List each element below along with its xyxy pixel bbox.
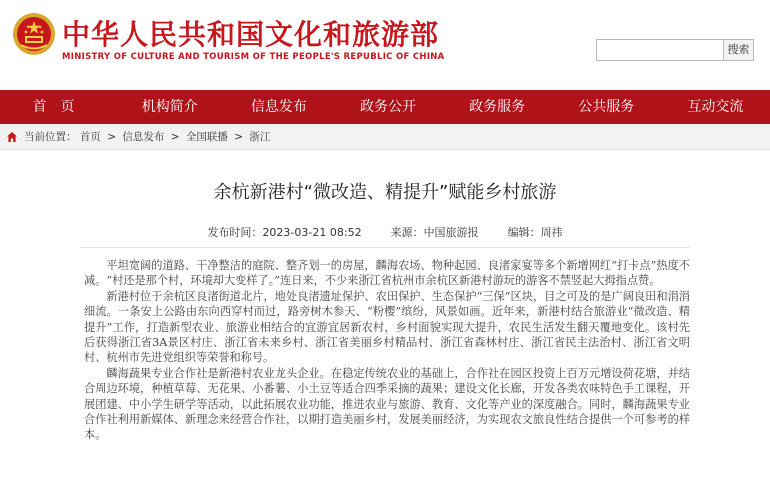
nav-item-about[interactable]: 机构简介 xyxy=(141,99,198,115)
editor: 周祎 xyxy=(540,226,563,239)
article-paragraph: 新港村位于余杭区良渚街道北片，地处良渚遗址保护、农田保护、生态保护“三保”区块，目之可及的是广阔良田和涓涓细流。一条安上公路由东向西穿村而过，路旁树木参天、“粉樱”缤纷，风景如画。近年来，新港村结合旅游业“微改造、精提升”工作，打造新型农业、旅游业相结合的宜游宜居新农村，乡村面貌实现大提升，农民生活发生翻天覆地变化。该村先后获得浙江省3A景区村庄、浙江省未来乡村、浙江省美丽乡村精品村、浙江省森林村庄、浙江省民主法治村、浙江省文明村、杭州市先进党组织等荣誉和称号。 xyxy=(84,289,690,365)
breadcrumb-item-zhejiang[interactable]: 浙江 xyxy=(249,131,271,143)
site-title[interactable]: 中华人民共和国文化和旅游部 xyxy=(62,18,440,51)
home-icon xyxy=(6,131,18,143)
editor-label: 编辑： xyxy=(507,226,541,239)
search-input[interactable] xyxy=(596,39,724,61)
breadcrumb-item-news[interactable]: 信息发布 xyxy=(122,131,165,143)
source-label: 来源： xyxy=(390,226,424,239)
article-title: 余杭新港村“微改造、精提升”赋能乡村旅游 xyxy=(213,182,557,203)
article-paragraph: 麟海蔬果专业合作社是新港村农业龙头企业。在稳定传统农业的基础上，合作社在园区投资上百万元增设荷花塘，并结合周边环境，种植草莓、无花果、小番薯、小土豆等适合四季采摘的蔬果；建设文化长廊，开发各类农味特色手工课程，开展团建、中小学生研学等活动，以此拓展农业功能，推进农业与旅游、教育、文化等产业的深度融合。同时，麟海蔬果专业合作社利用新媒体、新理念来经营合作社，以期打造美丽乡村，发展美丽经济，为实现农文旅良性结合提供一个可参考的样本。 xyxy=(84,366,690,442)
breadcrumb-separator: > xyxy=(234,131,243,143)
breadcrumb-item-home[interactable]: 首页 xyxy=(79,131,101,143)
publish-time: 2023-03-21 08:52 xyxy=(262,226,362,239)
breadcrumb-separator: > xyxy=(170,131,180,143)
article-paragraph: 平坦宽阔的道路、干净整洁的庭院、整齐划一的房屋，麟海农场、物种起园、良渚家宴等多个新增网红“打卡点”热度不减。“村还是那个村，环境却大变样了。”连日来，不少来浙江省杭州市余杭区新港村游玩的游客不禁竖起大拇指点赞。 xyxy=(84,259,690,288)
article-body xyxy=(84,258,690,443)
nav-item-government-affairs[interactable]: 政务公开 xyxy=(359,99,416,115)
publish-time-label: 发布时间： xyxy=(207,226,263,239)
breadcrumb-trail xyxy=(24,124,270,150)
site-header xyxy=(0,0,770,90)
main-nav xyxy=(0,90,770,124)
breadcrumb xyxy=(0,124,770,150)
source: 中国旅游报 xyxy=(423,226,479,239)
nav-item-public-services[interactable]: 公共服务 xyxy=(578,99,635,115)
nav-item-home[interactable]: 首页 xyxy=(32,99,89,115)
article-meta xyxy=(0,224,770,240)
breadcrumb-separator: > xyxy=(107,131,116,143)
nav-item-news[interactable]: 信息发布 xyxy=(250,99,307,115)
divider xyxy=(80,247,690,248)
national-emblem-icon[interactable] xyxy=(12,12,56,56)
breadcrumb-prefix: 当前位置： xyxy=(24,131,77,143)
nav-item-government-services[interactable]: 政务服务 xyxy=(469,99,526,115)
nav-item-interaction[interactable]: 互动交流 xyxy=(687,99,744,115)
search-button[interactable]: 搜索 xyxy=(724,39,754,61)
breadcrumb-item-national[interactable]: 全国联播 xyxy=(185,131,228,143)
site-title-english: MINISTRY OF CULTURE AND TOURISM OF THE PEOPLE'S REPUBLIC OF CHINA xyxy=(62,52,445,62)
